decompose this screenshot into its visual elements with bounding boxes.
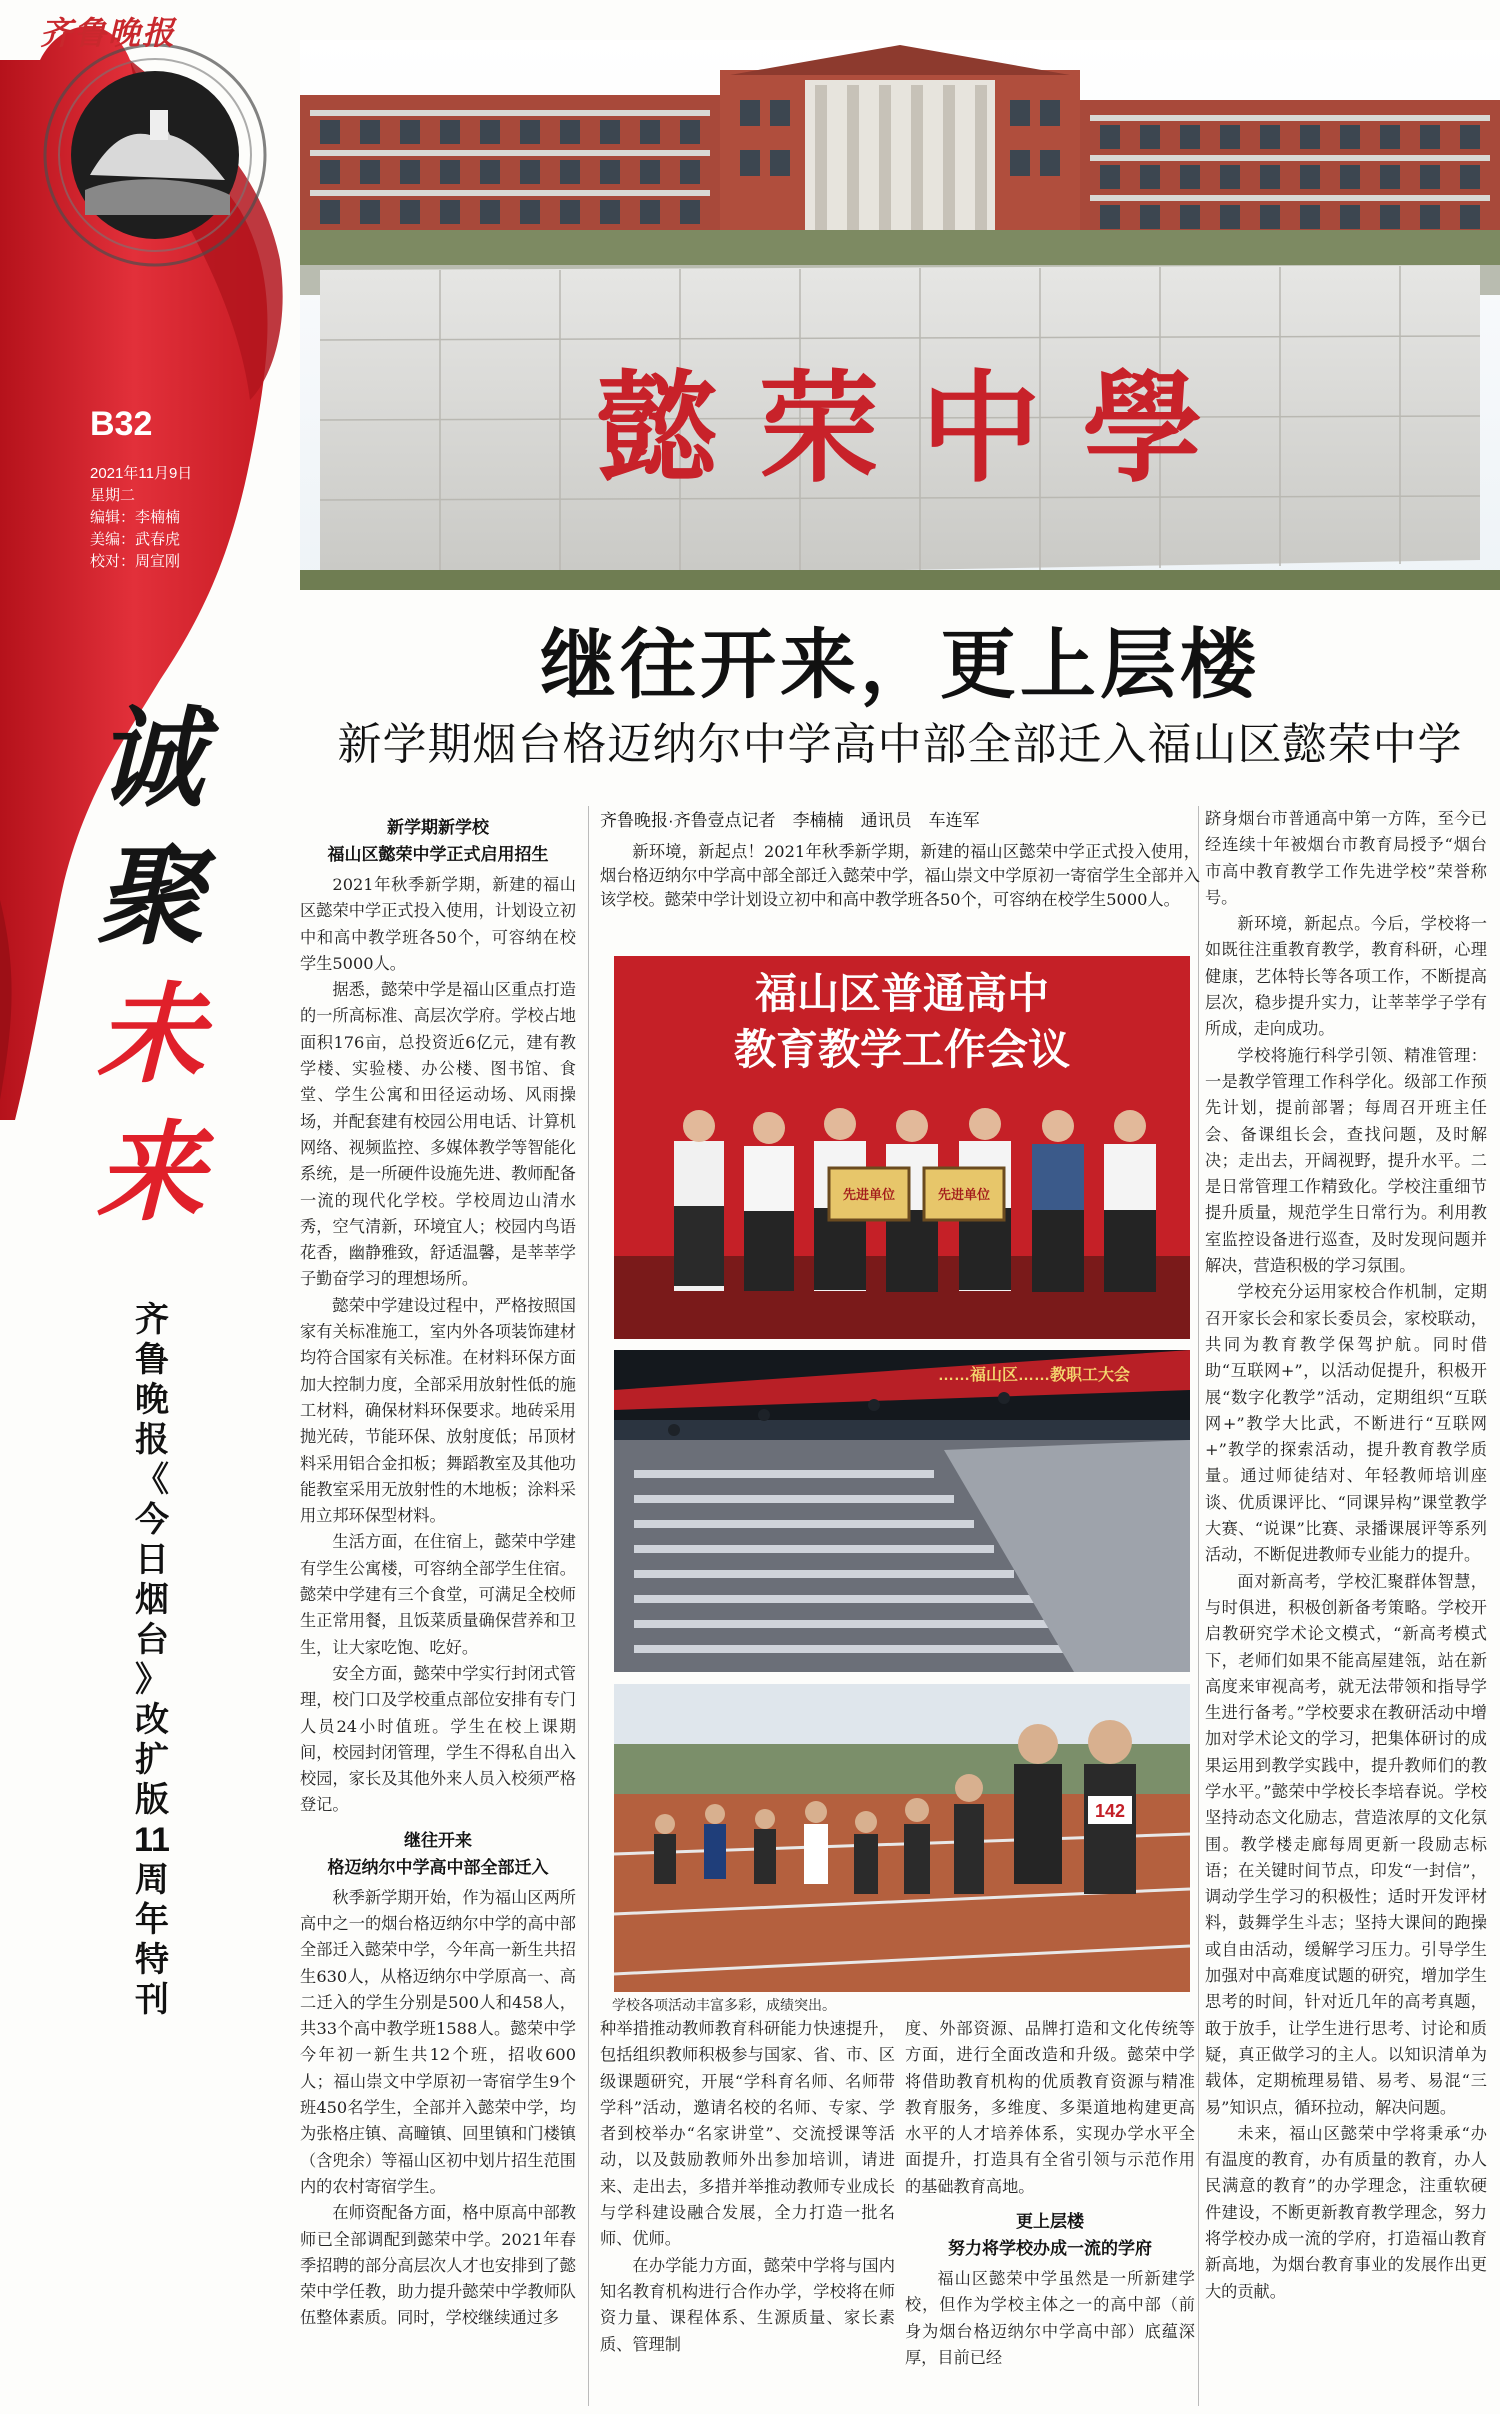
slogan-char: 来 [96,1110,205,1236]
slogan-char: 诚 [96,696,205,822]
paragraph: 2021年秋季新学期，新建的福山区懿荣中学正式投入使用，计划设立初中和高中教学班各50个，可容纳在校学生5000人。 [300,875,576,973]
running-photo-illustration [614,1684,1190,1992]
conference-photo-illustration [614,956,1190,1339]
subtitle-char: 今 [135,1501,169,1539]
article-column-2 [600,2016,895,2406]
page-number: B32 [90,405,153,443]
paragraph: 在办学能力方面，懿荣中学将与国内知名教育机构进行合作办学，学校将在师资力量、课程体系、生源质量、家长素质、管理制 [600,2255,895,2354]
paragraph: 度、外部资源、品牌打造和文化传统等方面，进行全面改造和升级。懿荣中学将借助教育机构的优质教育资源与精准教育服务，多维度、多渠道地构建更高水平的人才培养体系，实现办学水平全面提升，打造具有全省引领与示范作用的基础教育高地。 [905,2019,1195,2196]
article-column-4 [1205,806,1487,2406]
paragraph: 种举措推动教师教育科研能力快速提升，包括组织教师积极参与国家、省、市、区级课题研究，开展“学科育名师、名师带学科”活动，邀请名校的名师、专家、学者到校举办“名家讲堂”、交流授课等活动，以及鼓励教师外出参加培训，请进来、走出去，多措并举推动教师专业成长与学科建设融合发展，全力打造一批名师、优师。 [600,2019,895,2249]
proofreader-credit: 校对：周宣刚 [90,553,181,570]
paragraph: 在师资配备方面，格中原高中部教师已全部调配到懿荣中学。2021年春季招聘的部分高层次人才也安排到了懿荣中学任教，助力提升懿荣中学教师队伍整体素质。同时，学校继续通过多 [300,2203,576,2328]
masthead-logo: 齐鲁晚报 [40,14,177,52]
conference-banner-line-2: 教育教学工作会议 [733,1026,1071,1073]
subtitle-char: 版 [135,1781,169,1819]
school-gate-photo [300,40,1500,590]
paragraph: 懿荣中学建设过程中，严格按照国家有关标准施工，室内外各项装饰建材均符合国家有关标准。在材料环保方面加大控制力度，全部采用放射性低的施工材料，确保材料环保要求。地砖采用抛光砖，节能环保、放射度低；吊顶材料采用铝合金扣板；舞蹈教室及其他功能教室采用无放射性的木地板；涂料采用立邦环保型材料。 [300,1295,576,1526]
paragraph: 面对新高考，学校汇聚群体智慧，与时俱进，积极创新备考策略。学校开启教研究学术论文模式，“新高考模式下，老师们如果不能高屋建瓴，站在新高度来审视高考，就无法带领和指导学生进行备考。”学校要求在教研活动中增加对学术论文的学习，把集体研讨的成果运用到教学实践中，提升教师们的教学水平。”懿荣中学校长李培春说。学校坚持动态文化励志，营造浓厚的文化氛围。教学楼走廊每周更新一段励志标语；在关键时间节点，印发“一封信”，调动学生学习的积极性；适时开发评材料，鼓舞学生斗志；坚持大课间的跑操或自由活动，缓解学习压力。引导学生加强对中高难度试题的研究，增加学生思考的时间，针对近几年的高考真题，敢于放手，让学生进行思考、讨论和质疑，真正做学习的主人。以知识清单为载体，定期梳理易错、易考、易混“三易”知识点，循环拉动，解决问题。 [1205,1571,1487,2117]
subtitle-char: 年 [135,1901,169,1939]
plaque-2-text: 先进单位 [937,1188,991,1203]
assembly-banner-text: ……福山区……教职工大会 [937,1367,1131,1384]
paragraph: 新环境，新起点。今后，学校将一如既往注重教育教学，教育科研，心理健康，艺体特长等各项工作，不断提高层次，稳步提升实力，让莘莘学子学有所成，走向成功。 [1205,914,1487,1039]
subtitle-char: 《 [135,1461,169,1499]
article-lead: 新环境，新起点！2021年秋季新学期，新建的福山区懿荣中学正式投入使用，烟台格迈纳尔中学高中部全部迁入懿荣中学，福山崇文中学原初一寄宿学生全部并入该学校。懿荣中学计划设立初中和高中教学班各50个，可容纳在校学生5000人。 [600,842,1200,909]
plaque-1-text: 先进单位 [842,1188,896,1203]
school-photo-illustration [300,40,1500,590]
anniversary-subtitle [128,1300,176,2020]
section-heading-2: 继往开来 格迈纳尔中学高中部全部迁入 [327,1830,549,1877]
art-editor-credit: 美编：武春虎 [90,531,181,548]
paragraph: 跻身烟台市普通高中第一方阵，至今已经连续十年被烟台市教育局授予“烟台市高中教育教学工作先进学校”荣誉称号。 [1205,809,1487,907]
paragraph: 生活方面，在住宿上，懿荣中学建有学生公寓楼，可容纳全部学生住宿。懿荣中学建有三个食堂，可满足全校师生正常用餐，且饭菜质量确保营养和卫生，让大家吃饱、吃好。 [300,1532,576,1657]
subtitle-char: 刊 [135,1981,169,2019]
section-heading-1: 新学期新学校 福山区懿荣中学正式启用招生 [327,818,549,864]
section-heading-3: 更上层楼 努力将学校办成一流的学府 [948,2212,1152,2259]
article-column-3 [905,2016,1195,2406]
left-banner-column [0,0,290,2414]
gate-inscription: 懿 荣 中 學 [597,358,1203,499]
subtitle-char: 》 [135,1661,169,1699]
photo-caption: 学校各项活动丰富多彩，成绩突出。 [612,1997,836,2013]
paragraph: 秋季新学期开始，作为福山区两所高中之一的烟台格迈纳尔中学的高中部全部迁入懿荣中学，今年高一新生共招生630人，从格迈纳尔中学原高一、高二迁入的学生分别是500人和458人，共33个高中教学班1588人。懿荣中学今年初一新生共12个班，招收600人；福山崇文中学原初一寄宿学生9个班450名学生，全部并入懿荣中学，均为张格庄镇、高疃镇、回里镇和门楼镇（含兜余）等福山区初中划片招生范围内的农村寄宿学生。 [300,1887,576,2196]
slogan-char: 未 [96,972,205,1098]
paragraph: 学校将施行科学引领、精准管理：一是教学管理工作科学化。级部工作预先计划，提前部署；每周召开班主任会、备课组长会，查找问题，及时解决；走出去，开阔视野，提升水平。二是日常管理工作精致化。学校注重细节提升质量，规范学生日常行为。利用教室监控设备进行巡查，及时发现问题并解决，营造积极的学习氛围。 [1205,1045,1487,1276]
subtitle-char: 台 [135,1621,169,1659]
subtitle-char: 晚 [135,1381,169,1419]
conference-photo [614,956,1190,1339]
subtitle-char: 烟 [135,1581,169,1619]
column-divider [1198,806,1199,2406]
assembly-photo-illustration [614,1350,1190,1672]
sports-day-photo [614,1684,1190,1992]
paragraph: 福山区懿荣中学虽然是一所新建学校，但作为学校主体之一的高中部（前身为烟台格迈纳尔中学高中部）底蕴深厚，目前已经 [905,2269,1195,2367]
subtitle-char: 日 [135,1541,169,1579]
paragraph: 未来，福山区懿荣中学将秉承“办有温度的教育，办有质量的教育，办人民满意的教育”的办学理念，注重软硬件建设，不断更新教育教学理念，努力将学校办成一流的学府，打造福山教育新高地，为烟台教育事业的发展作出更大的贡献。 [1205,2123,1487,2301]
paragraph: 学校充分运用家校合作机制，定期召开家长会和家长委员会，家校联动，共同为教育教学保驾护航。同时借助“互联网+”，以活动促提升，积极开展“数字化教学”活动，定期组织“互联网+”教学大比武，不断进行“互联网+”教学的探索活动，提升教育教学质量。通过师徒结对、年轻教师培训座谈、优质课评比、“同课异构”课堂教学大赛、“说课”比赛、录播课展评等系列活动，不断促进教师专业能力的提升。 [1205,1282,1487,1565]
subtitle-char: 鲁 [135,1341,169,1379]
subtitle-char: 齐 [135,1301,169,1339]
paragraph: 安全方面，懿荣中学实行封闭式管理，校门口及学校重点部位安排有专门人员24小时值班。学生在校上课期间，校园封闭管理，学生不得私自出入校园，家长及其他外来人员入校须严格登记。 [300,1663,576,1815]
article-byline: 齐鲁晚报·齐鲁壹点记者 李楠楠 通讯员 车连军 [600,811,980,830]
banner-slogan [96,690,246,1242]
subtitle-char: 特 [135,1941,169,1979]
editor-credit: 编辑：李楠楠 [90,509,181,526]
issue-weekday: 星期二 [90,487,136,504]
subtitle-char: 报 [135,1421,169,1459]
issue-date: 2021年11月9日 [90,465,193,482]
staff-assembly-photo [614,1350,1190,1672]
subtitle-char: 扩 [135,1741,169,1779]
conference-banner-line-1: 福山区普通高中 [754,970,1050,1017]
article-column-1 [300,806,576,2406]
paragraph: 据悉，懿荣中学是福山区重点打造的一所高标准、高层次学府。学校占地面积176亩，总投资近6亿元，建有教学楼、实验楼、办公楼、图书馆、食堂、学生公寓和田径运动场、风雨操场，并配套建有校园公用电话、计算机网络、视频监控、多媒体教学等智能化系统，是一所硬件设施先进、教师配备一流的现代化学校。学校周边山清水秀，空气清新，环境宜人；校园内鸟语花香，幽静雅致，舒适温馨，是莘莘学子勤奋学习的理想场所。 [300,980,576,1289]
page-meta [90,463,192,573]
subtitle-char: 11 [134,1821,170,1859]
slogan-char: 聚 [96,834,205,960]
article-headline: 继往开来，更上层楼 [540,620,1260,709]
runner-bib-number: 142 [1094,1801,1126,1821]
subtitle-char: 改 [135,1701,169,1739]
subtitle-char: 周 [135,1861,169,1899]
article-subheadline: 新学期烟台格迈纳尔中学高中部全部迁入福山区懿荣中学 [337,720,1463,769]
column-divider [588,806,589,2406]
